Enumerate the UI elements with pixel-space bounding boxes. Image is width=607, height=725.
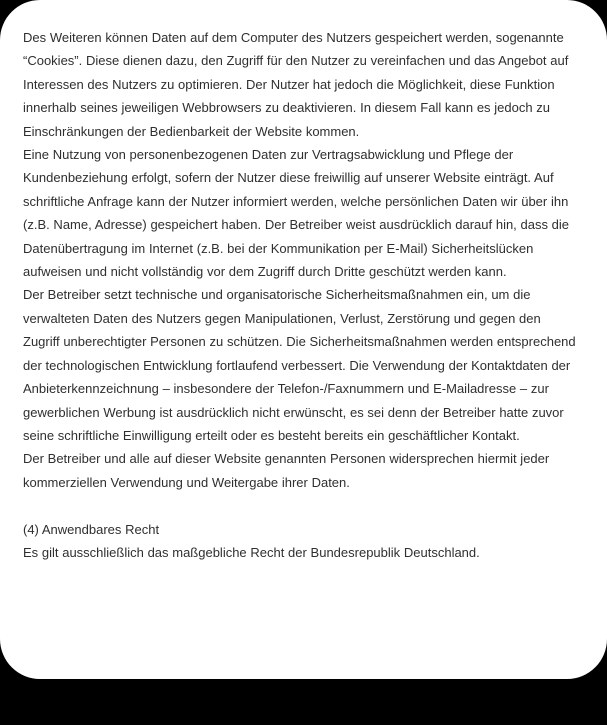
document-body [23,26,581,564]
section-heading-applicable-law: (4) Anwendbares Recht [23,521,160,537]
paragraph-applicable-law: Es gilt ausschließlich das maßgebliche Recht der Bundesrepublik Deutschland. [23,544,480,560]
paragraph-personal-data: Eine Nutzung von personenbezogenen Daten zur Vertragsabwicklung und Pflege der Kundenbeziehung erfolgt, sofern der Nutzer diese freiwillig auf unserer Website einträgt. Auf schriftliche Anfrage kann der Nutzer informiert werden, welche persönlichen Daten wir über ihn (z.B. Name, Adresse) gespeichert haben. Der Betreiber weist ausdrücklich darauf hin, dass die Datenübertragung im Internet (z.B. bei der Kommunikation per E-Mail) Sicherheitslücken aufweisen und nicht vollständig vor dem Zugriff durch Dritte geschützt werden kann. [23,147,570,280]
paragraph-cookies: Des Weiteren können Daten auf dem Computer des Nutzers gespeichert werden, sogenannte “Cookies”. Diese dienen dazu, den Zugriff für den Nutzer zu vereinfachen und das Angebot auf Interessen des Nutzers zu optimieren. Der Nutzer hat jedoch die Möglichkeit, diese Funktion innerhalb seines jeweiligen Webbrowsers zu deaktivieren. In diesem Fall kann es jedoch zu Einschränkungen der Bedienbarkeit der Website kommen. [23,30,569,139]
paragraph-security-measures: Der Betreiber setzt technische und organisatorische Sicherheitsmaßnahmen ein, um die verwalteten Daten des Nutzers gegen Manipulationen, Verlust, Zerstörung und gegen den Zugriff unberechtigter Personen zu schützen. Die Sicherheitsmaßnahmen werden entsprechend der technologischen Entwicklung fortlaufend verbessert. Die Verwendung der Kontaktdaten der Anbieterkennzeichnung – insbesondere der Telefon-/Faxnummern und E-Mailadresse – zur gewerblichen Werbung ist ausdrücklich nicht erwünscht, es sei denn der Betreiber hatte zuvor seine schriftliche Einwilligung erteilt oder es besteht bereits ein geschäftlicher Kontakt. [23,287,576,443]
paragraph-spacer [23,494,581,517]
paragraph-commercial-use-objection: Der Betreiber und alle auf dieser Website genannten Personen widersprechen hiermit jeder kommerziellen Verwendung und Weitergabe ihrer Daten. [23,451,550,490]
